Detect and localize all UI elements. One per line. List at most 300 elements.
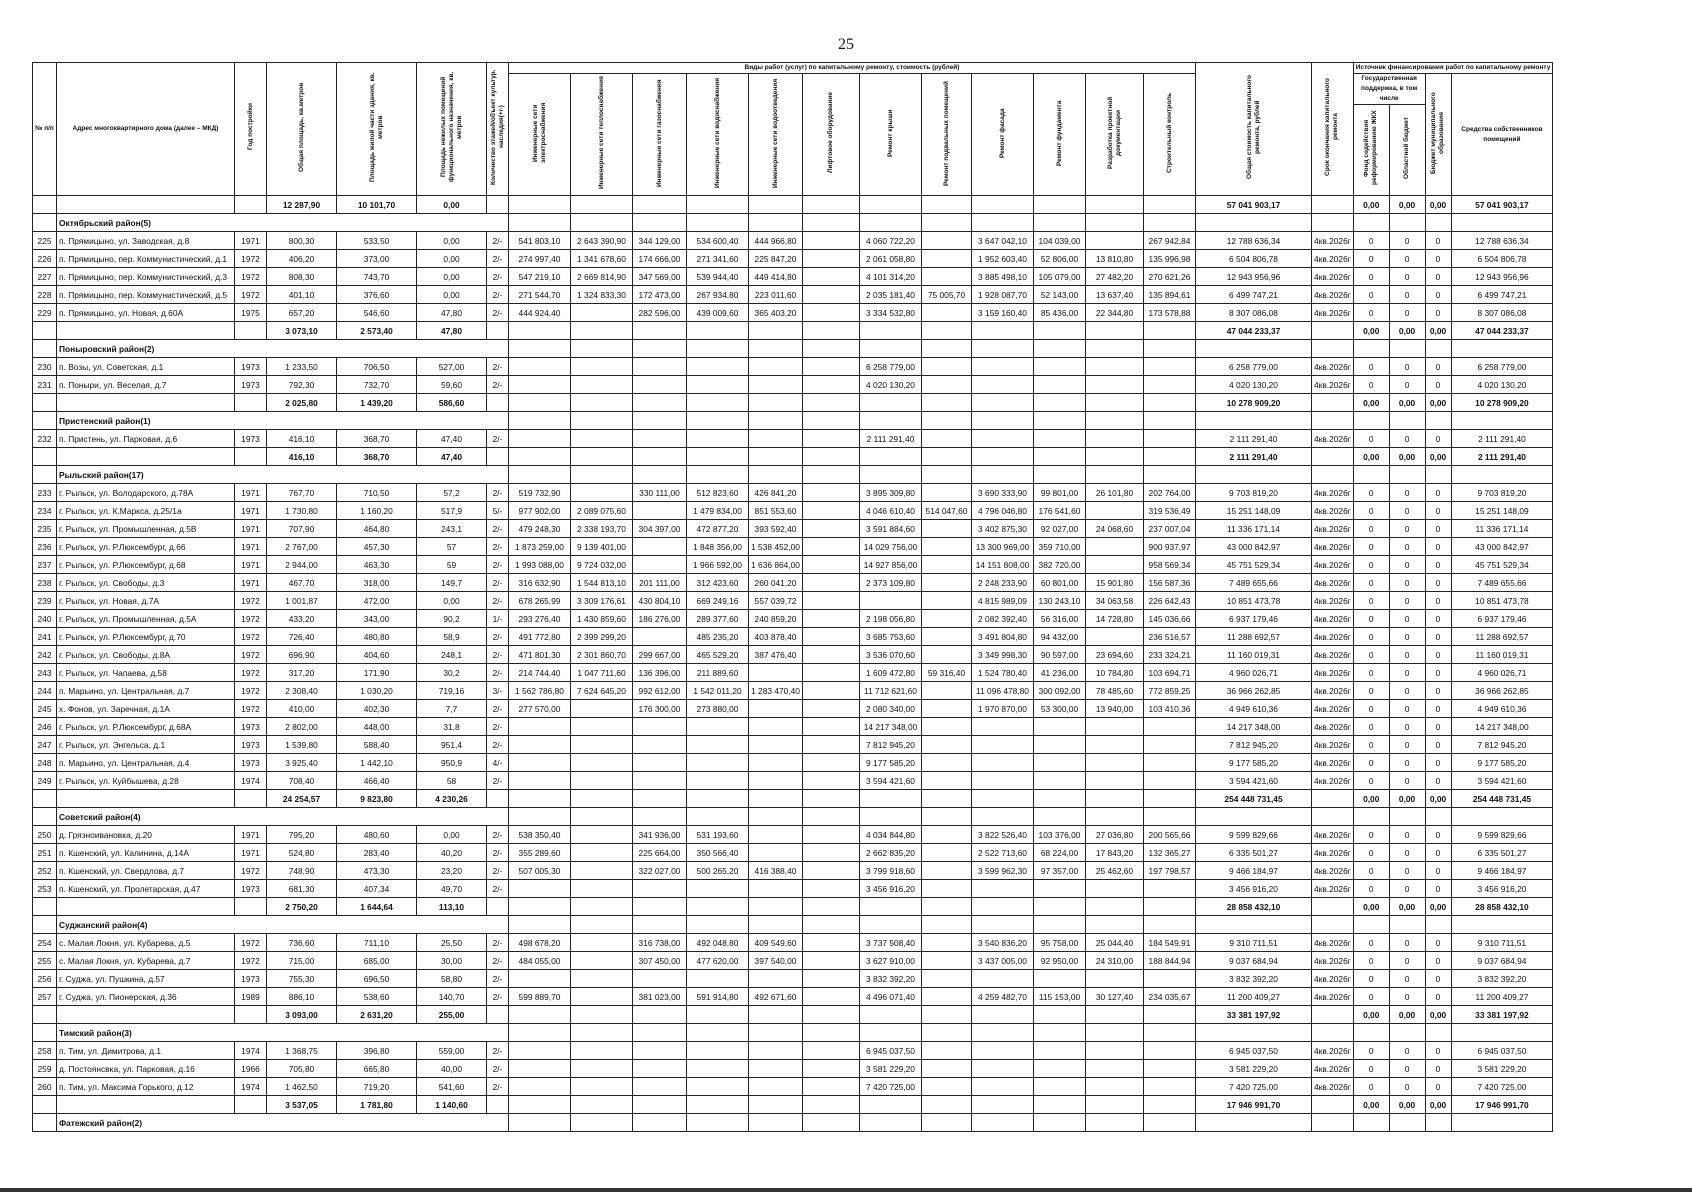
total-municipal: 0,00 xyxy=(1425,394,1451,412)
row-work-cost: 13 300 969,00 xyxy=(972,538,1034,556)
row-regional: 0 xyxy=(1389,430,1425,448)
row-work-cost: 56 316,00 xyxy=(1034,610,1086,628)
total-living: 1 781,80 xyxy=(337,1096,417,1114)
empty-cell xyxy=(1312,1096,1354,1114)
row-deadline: 4кв.2026г xyxy=(1312,772,1354,790)
row-work-cost: 4 796 046,80 xyxy=(972,502,1034,520)
row-floors: 2/- xyxy=(487,250,509,268)
total-municipal: 0,00 xyxy=(1425,448,1451,466)
row-regional: 0 xyxy=(1389,844,1425,862)
row-work-cost: 7 624 645,20 xyxy=(571,682,633,700)
row-own: 7 812 945,20 xyxy=(1451,736,1553,754)
row-regional: 0 xyxy=(1389,1060,1425,1078)
district-row xyxy=(33,214,1553,232)
row-area: 2 944,00 xyxy=(267,556,337,574)
page-number: 25 xyxy=(838,36,854,53)
empty-cell xyxy=(860,448,922,466)
empty-cell xyxy=(1144,214,1196,232)
row-number: 260 xyxy=(33,1078,57,1096)
row-total-cost: 4 960 026,71 xyxy=(1196,664,1312,682)
row-total-cost: 6 504 806,78 xyxy=(1196,250,1312,268)
row-work-cost: 225 847,20 xyxy=(749,250,803,268)
row-work-cost: 6 258 779,00 xyxy=(860,358,922,376)
empty-cell xyxy=(633,808,687,826)
row-area: 708,40 xyxy=(267,772,337,790)
row-municipal: 0 xyxy=(1425,826,1451,844)
row-work-cost: 344 129,00 xyxy=(633,232,687,250)
empty-cell xyxy=(922,322,972,340)
row-work-cost: 60 801,00 xyxy=(1034,574,1086,592)
empty-cell xyxy=(1389,214,1425,232)
row-work-cost: 472 877,20 xyxy=(687,520,749,538)
row-total-cost: 12 788 636,34 xyxy=(1196,232,1312,250)
row-work-cost xyxy=(803,736,860,754)
empty-cell xyxy=(235,322,267,340)
row-work-cost xyxy=(803,952,860,970)
row-work-cost xyxy=(509,376,571,394)
row-work-cost: 11 712 621,60 xyxy=(860,682,922,700)
row-work-cost: 9 724 032,00 xyxy=(571,556,633,574)
row-work-cost: 173 578,88 xyxy=(1144,304,1196,322)
row-deadline: 4кв.2026г xyxy=(1312,304,1354,322)
row-address: п. Возы, ул. Советская, д.1 xyxy=(57,358,235,376)
table-row xyxy=(33,970,1553,988)
district-row xyxy=(33,412,1553,430)
empty-cell xyxy=(235,394,267,412)
empty-cell xyxy=(749,790,803,808)
row-regional: 0 xyxy=(1389,628,1425,646)
row-municipal: 0 xyxy=(1425,970,1451,988)
row-municipal: 0 xyxy=(1425,646,1451,664)
row-work-cost: 24 068,60 xyxy=(1086,520,1144,538)
row-work-cost xyxy=(687,970,749,988)
row-municipal: 0 xyxy=(1425,556,1451,574)
row-year: 1972 xyxy=(235,952,267,970)
row-number: 237 xyxy=(33,556,57,574)
empty-cell xyxy=(487,322,509,340)
row-floors: 2/- xyxy=(487,844,509,862)
row-nonliving: 90,2 xyxy=(417,610,487,628)
empty-cell xyxy=(1196,1024,1312,1042)
row-nonliving: 0,00 xyxy=(417,826,487,844)
row-floors: 2/- xyxy=(487,286,509,304)
row-work-cost: 270 621,26 xyxy=(1144,268,1196,286)
col-nonliving-area: Площадь нежилых помещений функционального назначения, кв. метров xyxy=(439,71,463,183)
table-row xyxy=(33,844,1553,862)
empty-cell xyxy=(509,1024,571,1042)
row-work-cost: 13 810,80 xyxy=(1086,250,1144,268)
total-living: 10 101,70 xyxy=(337,196,417,214)
row-work-cost xyxy=(803,1060,860,1078)
row-work-cost: 26 101,80 xyxy=(1086,484,1144,502)
row-nonliving: 59 xyxy=(417,556,487,574)
row-floors: 2/- xyxy=(487,1060,509,1078)
row-regional: 0 xyxy=(1389,610,1425,628)
row-work-cost xyxy=(922,1078,972,1096)
row-work-cost xyxy=(1034,1078,1086,1096)
row-work-cost: 237 007,04 xyxy=(1144,520,1196,538)
empty-cell xyxy=(509,1096,571,1114)
row-living: 448,00 xyxy=(337,718,417,736)
row-number: 243 xyxy=(33,664,57,682)
empty-cell xyxy=(803,448,860,466)
row-regional: 0 xyxy=(1389,286,1425,304)
total-own: 57 041 903,17 xyxy=(1451,196,1553,214)
row-total-cost: 36 966 262,85 xyxy=(1196,682,1312,700)
row-work-cost xyxy=(1144,970,1196,988)
row-work-cost xyxy=(571,1042,633,1060)
row-regional: 0 xyxy=(1389,646,1425,664)
row-deadline: 4кв.2026г xyxy=(1312,358,1354,376)
row-work-cost xyxy=(633,628,687,646)
table-row xyxy=(33,610,1553,628)
row-own: 3 832 392,20 xyxy=(1451,970,1553,988)
total-nonliving: 1 140,60 xyxy=(417,1096,487,1114)
empty-cell xyxy=(687,1006,749,1024)
row-address: г. Рыльск, ул. Р.Люксембург, д.68 xyxy=(57,556,235,574)
empty-cell xyxy=(860,466,922,484)
empty-cell xyxy=(1312,448,1354,466)
row-address: п. Кшенский, ул. Пролетарская, д.47 xyxy=(57,880,235,898)
row-work-cost xyxy=(922,250,972,268)
row-work-cost xyxy=(1144,736,1196,754)
row-work-cost: 355 289,60 xyxy=(509,844,571,862)
row-regional: 0 xyxy=(1389,1042,1425,1060)
row-work-cost: 184 549,91 xyxy=(1144,934,1196,952)
empty-cell xyxy=(749,394,803,412)
row-work-cost xyxy=(1086,970,1144,988)
row-work-cost xyxy=(922,556,972,574)
row-work-cost xyxy=(803,1042,860,1060)
row-deadline: 4кв.2026г xyxy=(1312,538,1354,556)
empty-cell xyxy=(571,916,633,934)
row-address: г. Рыльск, ул. Володарского, д.78А xyxy=(57,484,235,502)
row-work-cost xyxy=(571,376,633,394)
district-total-row xyxy=(33,448,1553,466)
row-work-cost: 2 338 193,70 xyxy=(571,520,633,538)
row-year: 1973 xyxy=(235,754,267,772)
row-fund: 0 xyxy=(1353,754,1389,772)
table-row xyxy=(33,1060,1553,1078)
row-work-cost xyxy=(687,772,749,790)
table-row xyxy=(33,628,1553,646)
row-fund: 0 xyxy=(1353,232,1389,250)
row-work-cost xyxy=(803,628,860,646)
row-work-cost xyxy=(1144,430,1196,448)
table-row xyxy=(33,268,1553,286)
empty-cell xyxy=(922,1114,972,1132)
row-work-cost xyxy=(749,664,803,682)
row-living: 546,60 xyxy=(337,304,417,322)
row-deadline: 4кв.2026г xyxy=(1312,718,1354,736)
row-own: 45 751 529,34 xyxy=(1451,556,1553,574)
empty-cell xyxy=(972,322,1034,340)
empty-cell xyxy=(1353,412,1389,430)
empty-cell xyxy=(487,790,509,808)
row-year: 1971 xyxy=(235,520,267,538)
row-work-cost: 477 620,00 xyxy=(687,952,749,970)
table-row xyxy=(33,358,1553,376)
empty-cell xyxy=(803,1114,860,1132)
row-work-cost xyxy=(749,970,803,988)
row-work-cost xyxy=(803,682,860,700)
row-own: 6 945 037,50 xyxy=(1451,1042,1553,1060)
total-living: 368,70 xyxy=(337,448,417,466)
row-work-cost: 85 436,00 xyxy=(1034,304,1086,322)
row-total-cost: 45 751 529,34 xyxy=(1196,556,1312,574)
row-work-cost xyxy=(922,520,972,538)
table-row xyxy=(33,376,1553,394)
empty-cell xyxy=(749,1024,803,1042)
row-nonliving: 47,80 xyxy=(417,304,487,322)
row-total-cost: 12 943 956,96 xyxy=(1196,268,1312,286)
row-work-cost xyxy=(1144,880,1196,898)
row-year: 1971 xyxy=(235,232,267,250)
empty-cell xyxy=(1196,466,1312,484)
row-living: 396,80 xyxy=(337,1042,417,1060)
empty-cell xyxy=(1451,214,1553,232)
empty-cell xyxy=(803,808,860,826)
row-work-cost: 439 009,60 xyxy=(687,304,749,322)
row-work-cost xyxy=(922,592,972,610)
empty-cell xyxy=(1144,808,1196,826)
empty-cell xyxy=(633,898,687,916)
row-work-cost: 1 479 834,00 xyxy=(687,502,749,520)
row-work-cost: 2 111 291,40 xyxy=(860,430,922,448)
empty-cell xyxy=(571,808,633,826)
row-nonliving: 559,00 xyxy=(417,1042,487,1060)
empty-cell xyxy=(33,196,57,214)
row-work-cost: 225 664,00 xyxy=(633,844,687,862)
row-work-cost: 2 662 835,20 xyxy=(860,844,922,862)
row-floors: 2/- xyxy=(487,592,509,610)
empty-cell xyxy=(860,322,922,340)
row-total-cost: 7 489 655,66 xyxy=(1196,574,1312,592)
empty-cell xyxy=(1086,1114,1144,1132)
row-work-cost: 34 063,58 xyxy=(1086,592,1144,610)
total-living: 2 631,20 xyxy=(337,1006,417,1024)
row-work-cost: 3 822 526,40 xyxy=(972,826,1034,844)
row-living: 743,70 xyxy=(337,268,417,286)
row-total-cost: 2 111 291,40 xyxy=(1196,430,1312,448)
row-work-cost xyxy=(803,538,860,556)
empty-cell xyxy=(33,394,57,412)
col-address: Адрес многоквартирного дома (далее – МКД) xyxy=(57,63,235,196)
empty-cell xyxy=(1196,412,1312,430)
total-fund: 0,00 xyxy=(1353,1006,1389,1024)
row-work-cost: 403 878,40 xyxy=(749,628,803,646)
row-work-cost xyxy=(509,430,571,448)
row-fund: 0 xyxy=(1353,268,1389,286)
row-deadline: 4кв.2026г xyxy=(1312,682,1354,700)
row-work-cost xyxy=(972,880,1034,898)
empty-cell xyxy=(509,214,571,232)
table-row xyxy=(33,304,1553,322)
row-fund: 0 xyxy=(1353,574,1389,592)
row-nonliving: 248,1 xyxy=(417,646,487,664)
empty-cell xyxy=(972,790,1034,808)
row-regional: 0 xyxy=(1389,592,1425,610)
row-work-cost: 3 334 532,80 xyxy=(860,304,922,322)
row-number: 247 xyxy=(33,736,57,754)
district-total-row xyxy=(33,394,1553,412)
row-area: 416,10 xyxy=(267,430,337,448)
row-work-cost: 312 423,60 xyxy=(687,574,749,592)
row-year: 1972 xyxy=(235,610,267,628)
row-work-cost xyxy=(1086,754,1144,772)
empty-cell xyxy=(803,1006,860,1024)
row-work-cost xyxy=(687,736,749,754)
row-year: 1971 xyxy=(235,844,267,862)
empty-cell xyxy=(1034,1024,1086,1042)
row-work-cost: 416 388,40 xyxy=(749,862,803,880)
empty-cell xyxy=(1451,916,1553,934)
row-number: 259 xyxy=(33,1060,57,1078)
row-work-cost xyxy=(633,754,687,772)
row-work-cost: 3 491 804,80 xyxy=(972,628,1034,646)
row-work-cost: 267 942,84 xyxy=(1144,232,1196,250)
row-work-cost xyxy=(972,970,1034,988)
empty-cell xyxy=(687,340,749,358)
row-work-cost xyxy=(922,646,972,664)
row-floors: 2/- xyxy=(487,736,509,754)
empty-cell xyxy=(1451,340,1553,358)
row-work-cost: 3 536 070,60 xyxy=(860,646,922,664)
row-total-cost: 11 336 171,14 xyxy=(1196,520,1312,538)
row-work-cost xyxy=(1144,1078,1196,1096)
empty-cell xyxy=(860,916,922,934)
empty-cell xyxy=(1451,466,1553,484)
row-work-cost: 678 265,99 xyxy=(509,592,571,610)
empty-cell xyxy=(922,412,972,430)
empty-cell xyxy=(571,322,633,340)
row-address: п. Поныри, ул. Веселая, д.7 xyxy=(57,376,235,394)
empty-cell xyxy=(1312,340,1354,358)
empty-cell xyxy=(1034,412,1086,430)
row-work-cost: 1 542 011,20 xyxy=(687,682,749,700)
row-own: 2 111 291,40 xyxy=(1451,430,1553,448)
row-living: 402,30 xyxy=(337,700,417,718)
row-total-cost: 9 703 819,20 xyxy=(1196,484,1312,502)
row-work-cost: 78 485,60 xyxy=(1086,682,1144,700)
row-year: 1971 xyxy=(235,484,267,502)
row-number: 239 xyxy=(33,592,57,610)
empty-cell xyxy=(749,466,803,484)
empty-cell xyxy=(749,808,803,826)
row-nonliving: 30,2 xyxy=(417,664,487,682)
empty-cell xyxy=(1086,412,1144,430)
total-regional: 0,00 xyxy=(1389,1006,1425,1024)
row-work-cost xyxy=(803,826,860,844)
empty-cell xyxy=(633,340,687,358)
row-work-cost xyxy=(687,718,749,736)
row-regional: 0 xyxy=(1389,862,1425,880)
row-fund: 0 xyxy=(1353,718,1389,736)
row-work-cost: 2 399 299,20 xyxy=(571,628,633,646)
empty-cell xyxy=(571,1114,633,1132)
row-work-cost xyxy=(922,718,972,736)
total-regional: 0,00 xyxy=(1389,790,1425,808)
row-work-cost xyxy=(972,376,1034,394)
row-work-cost xyxy=(1086,1042,1144,1060)
row-work-cost: 541 803,10 xyxy=(509,232,571,250)
row-work-cost xyxy=(1144,1042,1196,1060)
row-work-cost xyxy=(922,304,972,322)
table-body xyxy=(33,196,1553,1132)
row-number: 231 xyxy=(33,376,57,394)
row-work-cost xyxy=(633,718,687,736)
row-work-cost xyxy=(571,304,633,322)
row-living: 373,00 xyxy=(337,250,417,268)
row-number: 242 xyxy=(33,646,57,664)
row-regional: 0 xyxy=(1389,484,1425,502)
row-fund: 0 xyxy=(1353,592,1389,610)
total-living: 9 823,80 xyxy=(337,790,417,808)
row-work-cost xyxy=(922,988,972,1006)
row-work-cost: 135 996,98 xyxy=(1144,250,1196,268)
row-work-cost xyxy=(509,754,571,772)
total-regional: 0,00 xyxy=(1389,898,1425,916)
empty-cell xyxy=(687,412,749,430)
empty-cell xyxy=(633,1096,687,1114)
row-living: 533,50 xyxy=(337,232,417,250)
col-work-gas: Инженерные сети газоснабжения xyxy=(655,78,663,187)
row-work-cost: 13 637,40 xyxy=(1086,286,1144,304)
row-area: 705,80 xyxy=(267,1060,337,1078)
row-work-cost: 3 456 916,20 xyxy=(860,880,922,898)
row-work-cost xyxy=(922,610,972,628)
row-area: 715,00 xyxy=(267,952,337,970)
row-deadline: 4кв.2026г xyxy=(1312,1042,1354,1060)
row-work-cost xyxy=(803,286,860,304)
row-total-cost: 6 258 779,00 xyxy=(1196,358,1312,376)
empty-cell xyxy=(57,448,235,466)
total-sum: 2 111 291,40 xyxy=(1196,448,1312,466)
empty-cell xyxy=(1389,340,1425,358)
empty-cell xyxy=(509,448,571,466)
row-work-cost xyxy=(749,736,803,754)
empty-cell xyxy=(1312,466,1354,484)
row-number: 253 xyxy=(33,880,57,898)
col-work-control: Строительный контроль xyxy=(1165,92,1173,173)
row-work-cost xyxy=(1034,772,1086,790)
row-work-cost: 14 029 756,00 xyxy=(860,538,922,556)
row-municipal: 0 xyxy=(1425,592,1451,610)
row-work-cost: 3 885 498,10 xyxy=(972,268,1034,286)
empty-cell xyxy=(1034,196,1086,214)
row-fund: 0 xyxy=(1353,880,1389,898)
row-municipal: 0 xyxy=(1425,700,1451,718)
row-work-cost: 14 927 856,00 xyxy=(860,556,922,574)
row-municipal: 0 xyxy=(1425,628,1451,646)
row-work-cost: 188 844,94 xyxy=(1144,952,1196,970)
row-work-cost: 539 944,40 xyxy=(687,268,749,286)
empty-cell xyxy=(1312,916,1354,934)
row-work-cost: 273 880,00 xyxy=(687,700,749,718)
row-work-cost xyxy=(1144,1060,1196,1078)
empty-cell xyxy=(509,1114,571,1132)
row-work-cost xyxy=(749,1078,803,1096)
empty-cell xyxy=(687,214,749,232)
empty-cell xyxy=(1034,1114,1086,1132)
row-work-cost xyxy=(803,232,860,250)
row-work-cost: 293 276,40 xyxy=(509,610,571,628)
empty-cell xyxy=(1034,1006,1086,1024)
row-fund: 0 xyxy=(1353,664,1389,682)
row-year: 1972 xyxy=(235,700,267,718)
row-work-cost xyxy=(571,1078,633,1096)
row-nonliving: 58 xyxy=(417,772,487,790)
